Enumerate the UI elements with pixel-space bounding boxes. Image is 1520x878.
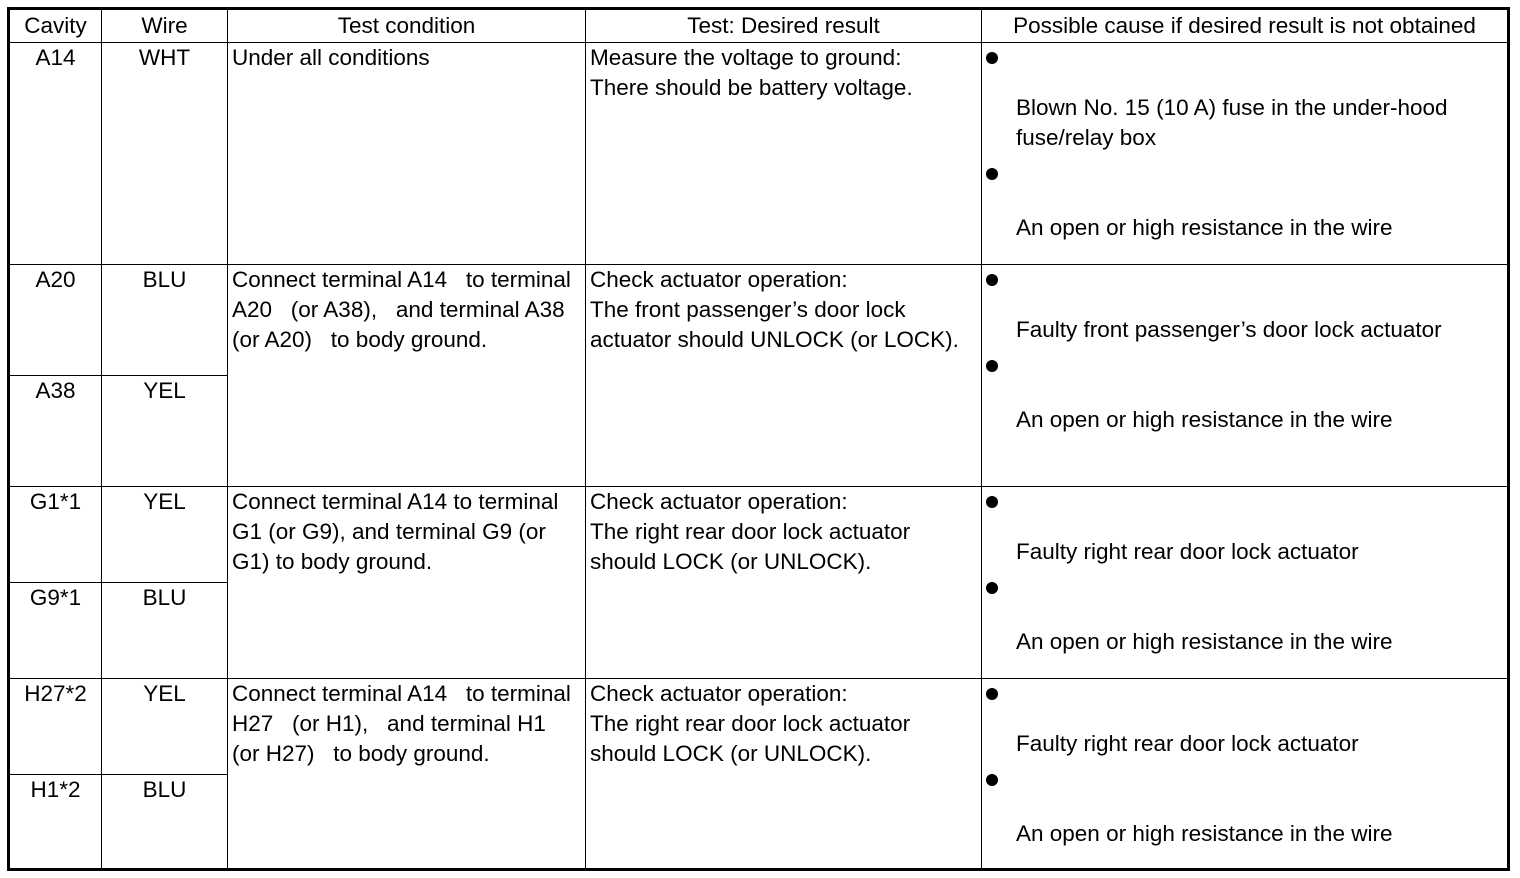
bullet-icon xyxy=(986,351,1503,379)
header-cavity: Cavity xyxy=(9,9,102,43)
bullet-icon xyxy=(986,265,1503,293)
table-row xyxy=(9,265,1509,376)
desired-result-cell: Check actuator operation: The right rear door lock actuator should LOCK (or UNLOCK). xyxy=(586,679,982,870)
table-row xyxy=(9,43,1509,265)
cavity-cell: G9*1 xyxy=(9,583,102,679)
cause-item xyxy=(986,573,1503,657)
cause-text: Faulty right rear door lock actuator xyxy=(1016,539,1359,564)
cause-text: An open or high resistance in the wire xyxy=(1016,407,1393,432)
cause-item xyxy=(986,351,1503,435)
test-condition-cell: Under all conditions xyxy=(228,43,586,265)
cause-item xyxy=(986,487,1503,567)
possible-cause-cell xyxy=(982,679,1509,870)
bullet-icon xyxy=(986,765,1503,793)
wire-cell: BLU xyxy=(102,265,228,376)
possible-cause-cell xyxy=(982,43,1509,265)
possible-cause-cell xyxy=(982,265,1509,487)
cause-text: An open or high resistance in the wire xyxy=(1016,215,1393,240)
header-row xyxy=(9,9,1509,43)
bullet-icon xyxy=(986,43,1503,71)
cavity-cell: A20 xyxy=(9,265,102,376)
cavity-cell: A38 xyxy=(9,376,102,487)
bullet-icon xyxy=(986,159,1503,187)
spec-table-wrapper xyxy=(7,7,1510,871)
test-condition-cell: Connect terminal A14 to terminal A20 (or A38), and terminal A38 (or A20) to body ground. xyxy=(228,265,586,487)
header-possible-cause: Possible cause if desired result is not obtained xyxy=(982,9,1509,43)
wire-cell: WHT xyxy=(102,43,228,265)
wire-cell: YEL xyxy=(102,679,228,775)
cavity-cell: A14 xyxy=(9,43,102,265)
cause-item xyxy=(986,679,1503,759)
cavity-cell: H1*2 xyxy=(9,775,102,870)
table-row xyxy=(9,487,1509,583)
possible-cause-cell xyxy=(982,487,1509,679)
header-test-condition: Test condition xyxy=(228,9,586,43)
cause-text: Faulty right rear door lock actuator xyxy=(1016,731,1359,756)
wire-cell: YEL xyxy=(102,487,228,583)
header-desired-result: Test: Desired result xyxy=(586,9,982,43)
test-condition-cell: Connect terminal A14 to terminal G1 (or G9), and terminal G9 (or G1) to body ground. xyxy=(228,487,586,679)
header-wire: Wire xyxy=(102,9,228,43)
table-row xyxy=(9,679,1509,775)
connector-test-table xyxy=(7,7,1510,871)
cause-text: Blown No. 15 (10 A) fuse in the under-hood fuse/relay box xyxy=(1016,95,1448,150)
bullet-icon xyxy=(986,679,1503,707)
cause-item xyxy=(986,159,1503,243)
test-condition-cell: Connect terminal A14 to terminal H27 (or H1), and terminal H1 (or H27) to body ground. xyxy=(228,679,586,870)
cause-item xyxy=(986,43,1503,153)
cause-text: An open or high resistance in the wire xyxy=(1016,629,1393,654)
cause-item xyxy=(986,765,1503,849)
cavity-cell: G1*1 xyxy=(9,487,102,583)
wire-cell: BLU xyxy=(102,775,228,870)
cause-text: Faulty front passenger’s door lock actuator xyxy=(1016,317,1442,342)
wire-cell: YEL xyxy=(102,376,228,487)
cause-text: An open or high resistance in the wire xyxy=(1016,821,1393,846)
cause-item xyxy=(986,265,1503,345)
bullet-icon xyxy=(986,573,1503,601)
desired-result-cell: Check actuator operation: The front passenger’s door lock actuator should UNLOCK (or LOCK). xyxy=(586,265,982,487)
cavity-cell: H27*2 xyxy=(9,679,102,775)
wire-cell: BLU xyxy=(102,583,228,679)
bullet-icon xyxy=(986,487,1503,515)
desired-result-cell: Check actuator operation: The right rear door lock actuator should LOCK (or UNLOCK). xyxy=(586,487,982,679)
desired-result-cell: Measure the voltage to ground: There should be battery voltage. xyxy=(586,43,982,265)
